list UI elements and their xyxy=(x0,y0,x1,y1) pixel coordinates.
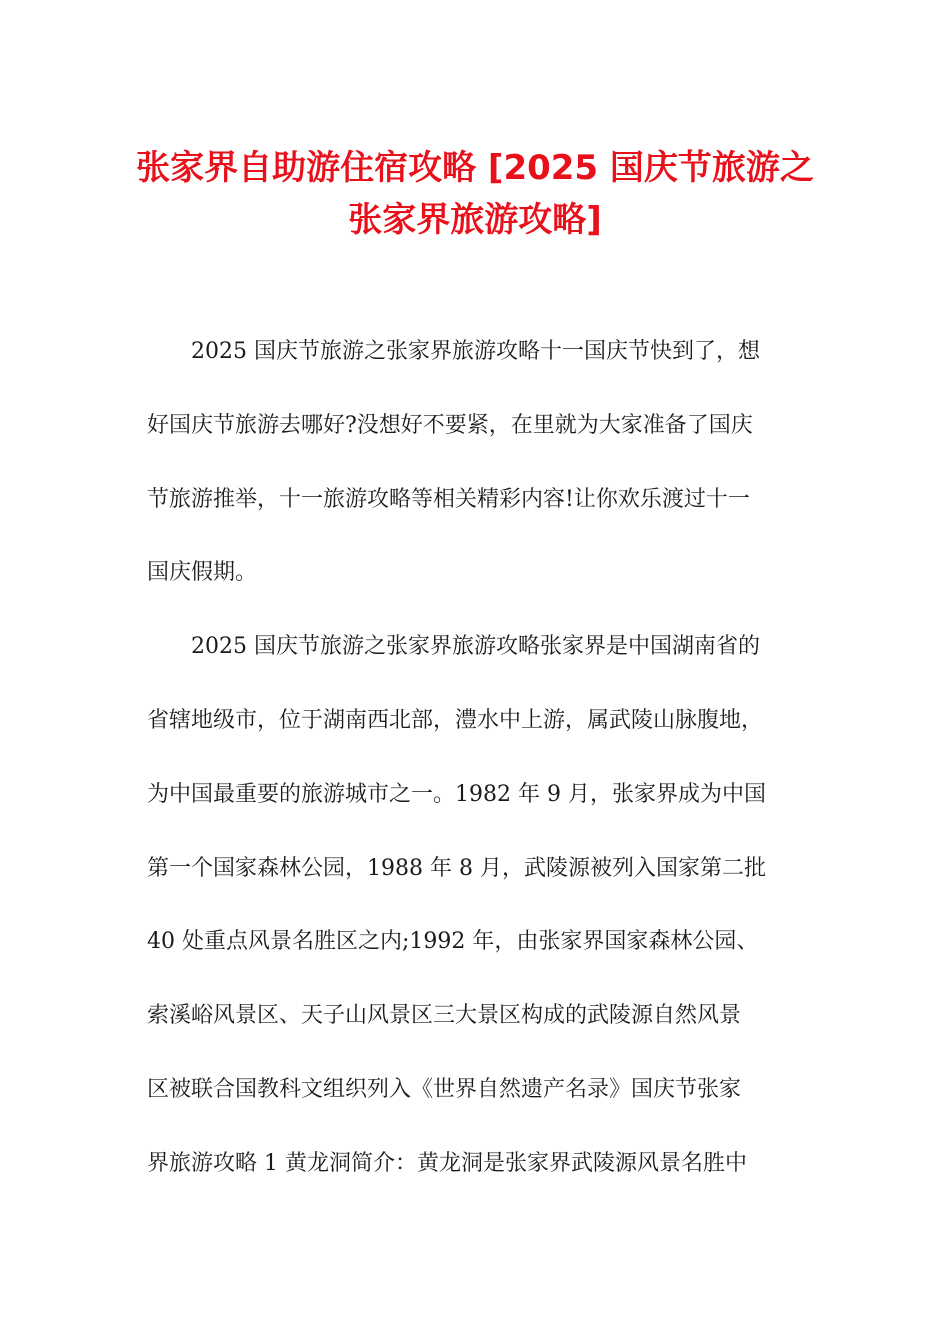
document-body xyxy=(147,326,807,1212)
body-line: 2025 国庆节旅游之张家界旅游攻略张家界是中国湖南省的 xyxy=(147,634,760,660)
body-line: 界旅游攻略 1 黄龙洞简介：黄龙洞是张家界武陵源风景名胜中 xyxy=(147,1150,747,1176)
title-line: 张家界旅游攻略] xyxy=(348,200,602,240)
body-line: 省辖地级市，位于湖南西北部，澧水中上游，属武陵山脉腹地， xyxy=(147,707,764,733)
body-line: 国庆假期。 xyxy=(147,560,258,586)
body-line: 索溪峪风景区、天子山风景区三大景区构成的武陵源自然风景 xyxy=(147,1003,742,1029)
body-line: 40 处重点风景名胜区之内;1992 年，由张家界国家森林公园、 xyxy=(147,929,759,955)
body-line: 为中国最重要的旅游城市之一。1982 年 9 月，张家界成为中国 xyxy=(147,781,766,807)
document-title xyxy=(120,142,830,246)
title-line: 张家界自助游住宿攻略 [2025 国庆节旅游之 xyxy=(136,148,814,188)
body-line: 区被联合国教科文组织列入《世界自然遗产名录》国庆节张家 xyxy=(147,1076,742,1102)
body-line: 节旅游推举，十一旅游攻略等相关精彩内容!让你欢乐渡过十一 xyxy=(147,486,750,512)
body-line: 好国庆节旅游去哪好?没想好不要紧，在里就为大家准备了国庆 xyxy=(147,412,753,438)
body-line: 2025 国庆节旅游之张家界旅游攻略十一国庆节快到了，想 xyxy=(147,339,760,364)
body-line: 第一个国家森林公园，1988 年 8 月，武陵源被列入国家第二批 xyxy=(147,855,766,881)
